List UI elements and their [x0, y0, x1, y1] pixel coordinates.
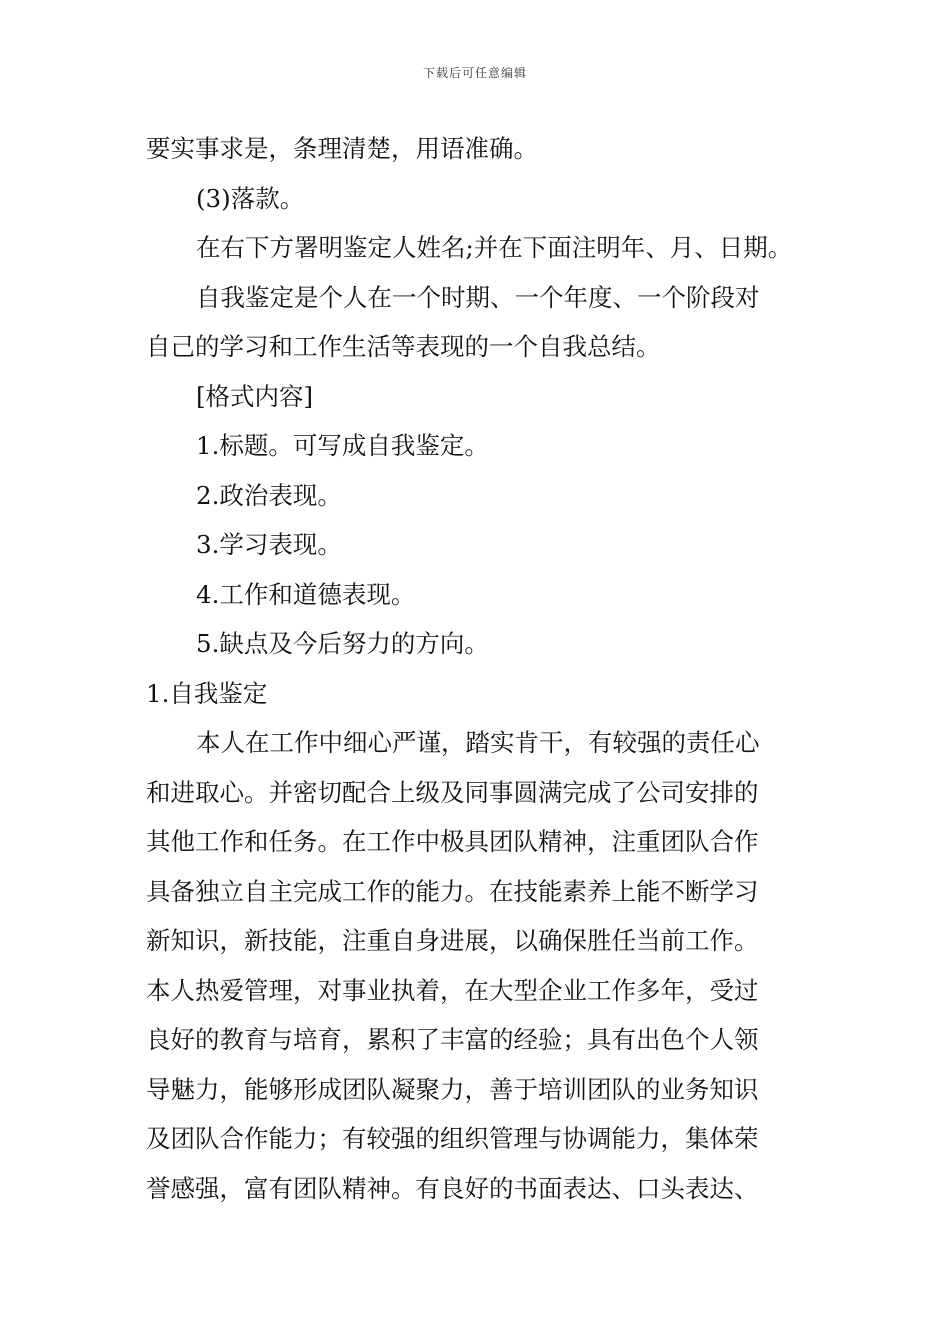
- text-line: 良好的教育与培育，累积了丰富的经验；具有出色个人领: [146, 1025, 759, 1054]
- text-line: [格式内容]: [196, 381, 314, 411]
- document-body: [146, 124, 814, 1213]
- text-line: 其他工作和任务。在工作中极具团队精神，注重团队合作: [146, 827, 759, 856]
- text-line: 具备独立自主完成工作的能力。在技能素养上能不断学习: [146, 876, 759, 906]
- text-line: 1.标题。可写成自我鉴定。: [196, 431, 489, 460]
- text-line: 5.缺点及今后努力的方向。: [196, 629, 489, 658]
- text-line: 本人热爱管理，对事业执着，在大型企业工作多年，受过: [146, 975, 759, 1005]
- page-header-note: 下载后可任意编辑: [422, 66, 527, 80]
- text-line: 誉感强，富有团队精神。有良好的书面表达、口头表达、: [146, 1173, 759, 1203]
- text-line: 自我鉴定是个人在一个时期、一个年度、一个阶段对: [196, 282, 760, 312]
- text-line: 2.政治表现。: [196, 480, 342, 510]
- text-line: 本人在工作中细心严谨，踏实肯干，有较强的责任心: [196, 728, 760, 757]
- text-line: 要实事求是，条理清楚，用语准确。: [146, 134, 538, 163]
- text-line: (3)落款。: [196, 183, 305, 213]
- text-line: 及团队合作能力；有较强的组织管理与协调能力，集体荣: [146, 1124, 759, 1153]
- text-line: 导魅力，能够形成团队凝聚力，善于培训团队的业务知识: [146, 1074, 759, 1104]
- text-line: 在右下方署明鉴定人姓名;并在下面注明年、月、日期。: [196, 233, 793, 262]
- text-line: 3.学习表现。: [196, 530, 342, 559]
- text-line: 和进取心。并密切配合上级及同事圆满完成了公司安排的: [146, 777, 759, 807]
- text-line: 自己的学习和工作生活等表现的一个自我总结。: [146, 332, 661, 361]
- text-line: 新知识，新技能，注重自身进展，以确保胜任当前工作。: [146, 926, 759, 955]
- section-heading: 1.自我鉴定: [146, 678, 268, 708]
- text-line: 4.工作和道德表现。: [196, 579, 416, 609]
